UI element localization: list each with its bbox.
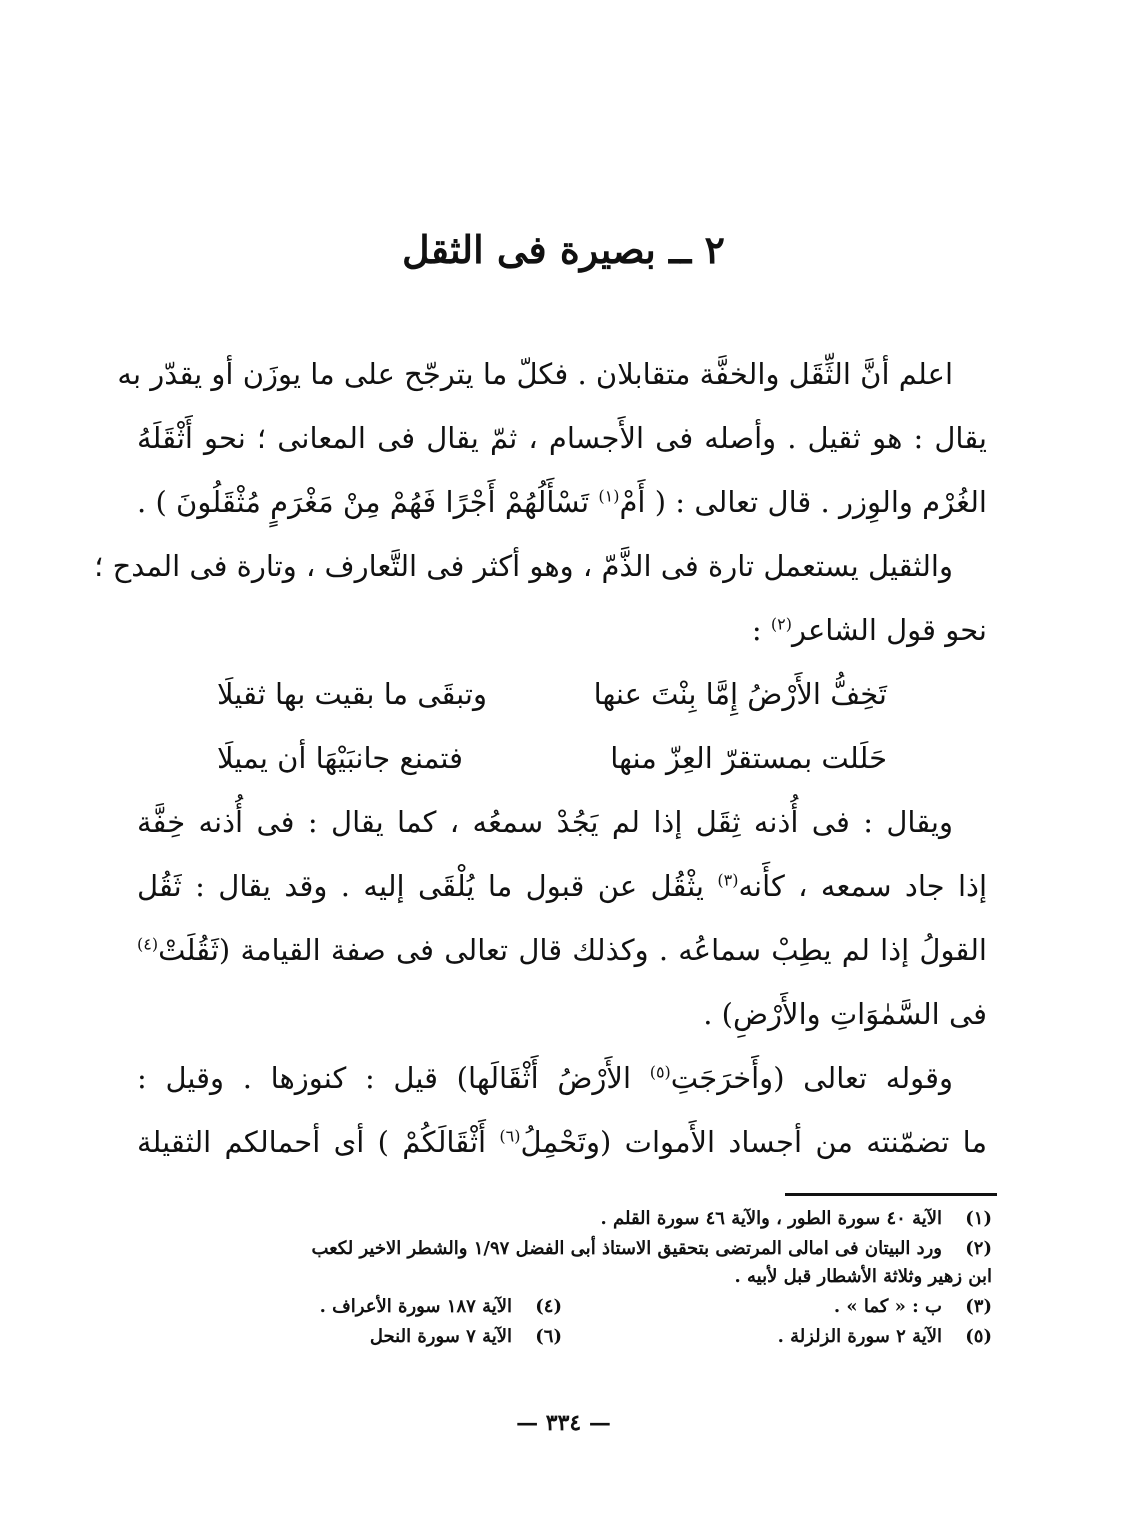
paragraph-3-line-2 bbox=[137, 854, 987, 918]
footnote-text: ابن زهير وثلاثة الأشطار قبل لأبيه . bbox=[734, 1266, 992, 1287]
text-span: إذا جاد سمعه ، كأَنه bbox=[738, 869, 988, 903]
paragraph-1-line-3 bbox=[137, 470, 987, 534]
paragraph-4-line-1 bbox=[137, 1046, 987, 1110]
footnote-text: ب : « كما » . bbox=[833, 1296, 942, 1317]
footnote-number: (١) bbox=[965, 1208, 992, 1229]
poem-verse bbox=[217, 726, 887, 790]
paragraph-1-line-1: اعلم أنَّ الثِّقَل والخفَّة متقابلان . فكلّ ما يترجّح على ما يوزَن أو يقدّر به bbox=[117, 357, 953, 391]
poem-hemistich-first: تَخِفُّ الأَرْضُ إِمَّا بِنْتَ عنها bbox=[593, 677, 887, 711]
footnote-number: (٦) bbox=[535, 1326, 562, 1347]
footnote-6 bbox=[132, 1323, 562, 1351]
poem bbox=[137, 662, 987, 790]
footnote-text: الآية ١٨٧ سورة الأعراف . bbox=[319, 1296, 512, 1317]
footnote-number: (٤) bbox=[535, 1296, 562, 1317]
footnote-ref-2: (٢) bbox=[770, 614, 792, 634]
poem-hemistich-second: فتمنع جانبَيْهَا أن يميلَا bbox=[217, 741, 464, 775]
footnote-5 bbox=[562, 1323, 992, 1351]
text-span: الغُرْم والوِزر . قال تعالى : ( أَمْ bbox=[619, 485, 987, 519]
footnote-number: (٥) bbox=[965, 1326, 992, 1347]
paragraph-1-line-2: يقال : هو ثقيل . وأصله فى الأَجسام ، ثمّ يقال فى المعانى ؛ نحو أَثْقَلَهُ bbox=[137, 421, 987, 455]
paragraph-3-line-1: ويقال : فى أُذنه ثِقَل إذا لم يَجُدْ سمعُه ، كما يقال : فى أُذنه خِفَّة bbox=[137, 805, 953, 839]
page-number: — ٣٣٤ — bbox=[516, 1410, 611, 1436]
text-span: نحو قول الشاعر bbox=[791, 613, 987, 647]
footnote-ref-6: (٦) bbox=[499, 1126, 521, 1146]
footnotes bbox=[132, 1205, 992, 1351]
paragraph-4-line-2 bbox=[137, 1110, 987, 1174]
footnote-number: (٢) bbox=[965, 1238, 992, 1259]
footnote-ref-4: (٤) bbox=[137, 934, 159, 954]
text-span: القولُ إذا لم يطِبْ سماعُه . وكذلك قال تعالى فى صفة القيامة (ثَقُلَتْ bbox=[158, 933, 987, 967]
footnote-text: الآية ٤٠ سورة الطور ، والآية ٤٦ سورة القلم . bbox=[600, 1208, 942, 1229]
footnote-1 bbox=[132, 1205, 992, 1233]
paragraph-2-line-1: والثقيل يستعمل تارة فى الذَّمّ ، وهو أكثر فى التَّعارف ، وتارة فى المدح ؛ bbox=[94, 549, 953, 583]
footnote-text: الآية ٧ سورة النحل bbox=[369, 1326, 512, 1347]
footnote-row bbox=[132, 1293, 992, 1321]
footnote-2 bbox=[132, 1235, 992, 1263]
footnote-3 bbox=[562, 1293, 992, 1321]
text-span: أَثْقَالَكُمْ ) أى أحمالكم الثقيلة bbox=[137, 1125, 500, 1159]
footnote-ref-3: (٣) bbox=[717, 870, 739, 890]
poem-hemistich-second: وتبقَى ما بقيت بها ثقيلَا bbox=[217, 677, 487, 711]
text-span: الأَرْضُ أَثْقَالَها) قيل : كنوزها . وقيل : bbox=[137, 1061, 650, 1095]
poem-verse bbox=[217, 662, 887, 726]
paragraph-3-line-3 bbox=[137, 918, 987, 982]
footnote-4 bbox=[132, 1293, 562, 1321]
text-span: وقوله تعالى (وأَخرَجَتِ bbox=[670, 1061, 954, 1095]
text-span: يثْقُل عن قبول ما يُلْقَى إليه . وقد يقال : ثَقُل bbox=[137, 869, 718, 903]
paragraph-3-line-4: فى السَّمٰوَاتِ والأَرْضِ) . bbox=[703, 997, 987, 1031]
footnote-text: الآية ٢ سورة الزلزلة . bbox=[777, 1326, 942, 1347]
footnote-divider bbox=[785, 1193, 997, 1196]
text-span: تَسْأَلُهُمْ أَجْرًا فَهُمْ مِنْ مَغْرَمٍ مُثْقَلُونَ ) . bbox=[137, 485, 599, 519]
paragraph-2-line-2 bbox=[137, 598, 987, 662]
footnote-ref-1: (١) bbox=[598, 486, 620, 506]
footnote-ref-5: (٥) bbox=[649, 1062, 671, 1082]
footnote-row bbox=[132, 1323, 992, 1351]
body-text bbox=[94, 342, 988, 1174]
footnote-text: ورد البيتان فى امالى المرتضى بتحقيق الاستاذ أبى الفضل ١/٩٧ والشطر الاخير لكعب bbox=[311, 1238, 942, 1259]
text-span: ما تضمّنته من أجساد الأَموات (وتَحْمِلُ bbox=[520, 1125, 987, 1159]
text-span: : bbox=[751, 613, 771, 647]
footnote-number: (٣) bbox=[965, 1296, 992, 1317]
footnote-2-continued bbox=[132, 1263, 992, 1291]
poem-hemistich-first: حَلَلت بمستقرّ العِزّ منها bbox=[610, 741, 887, 775]
chapter-title: ٢ ــ بصيرة فى الثقل bbox=[402, 227, 725, 272]
